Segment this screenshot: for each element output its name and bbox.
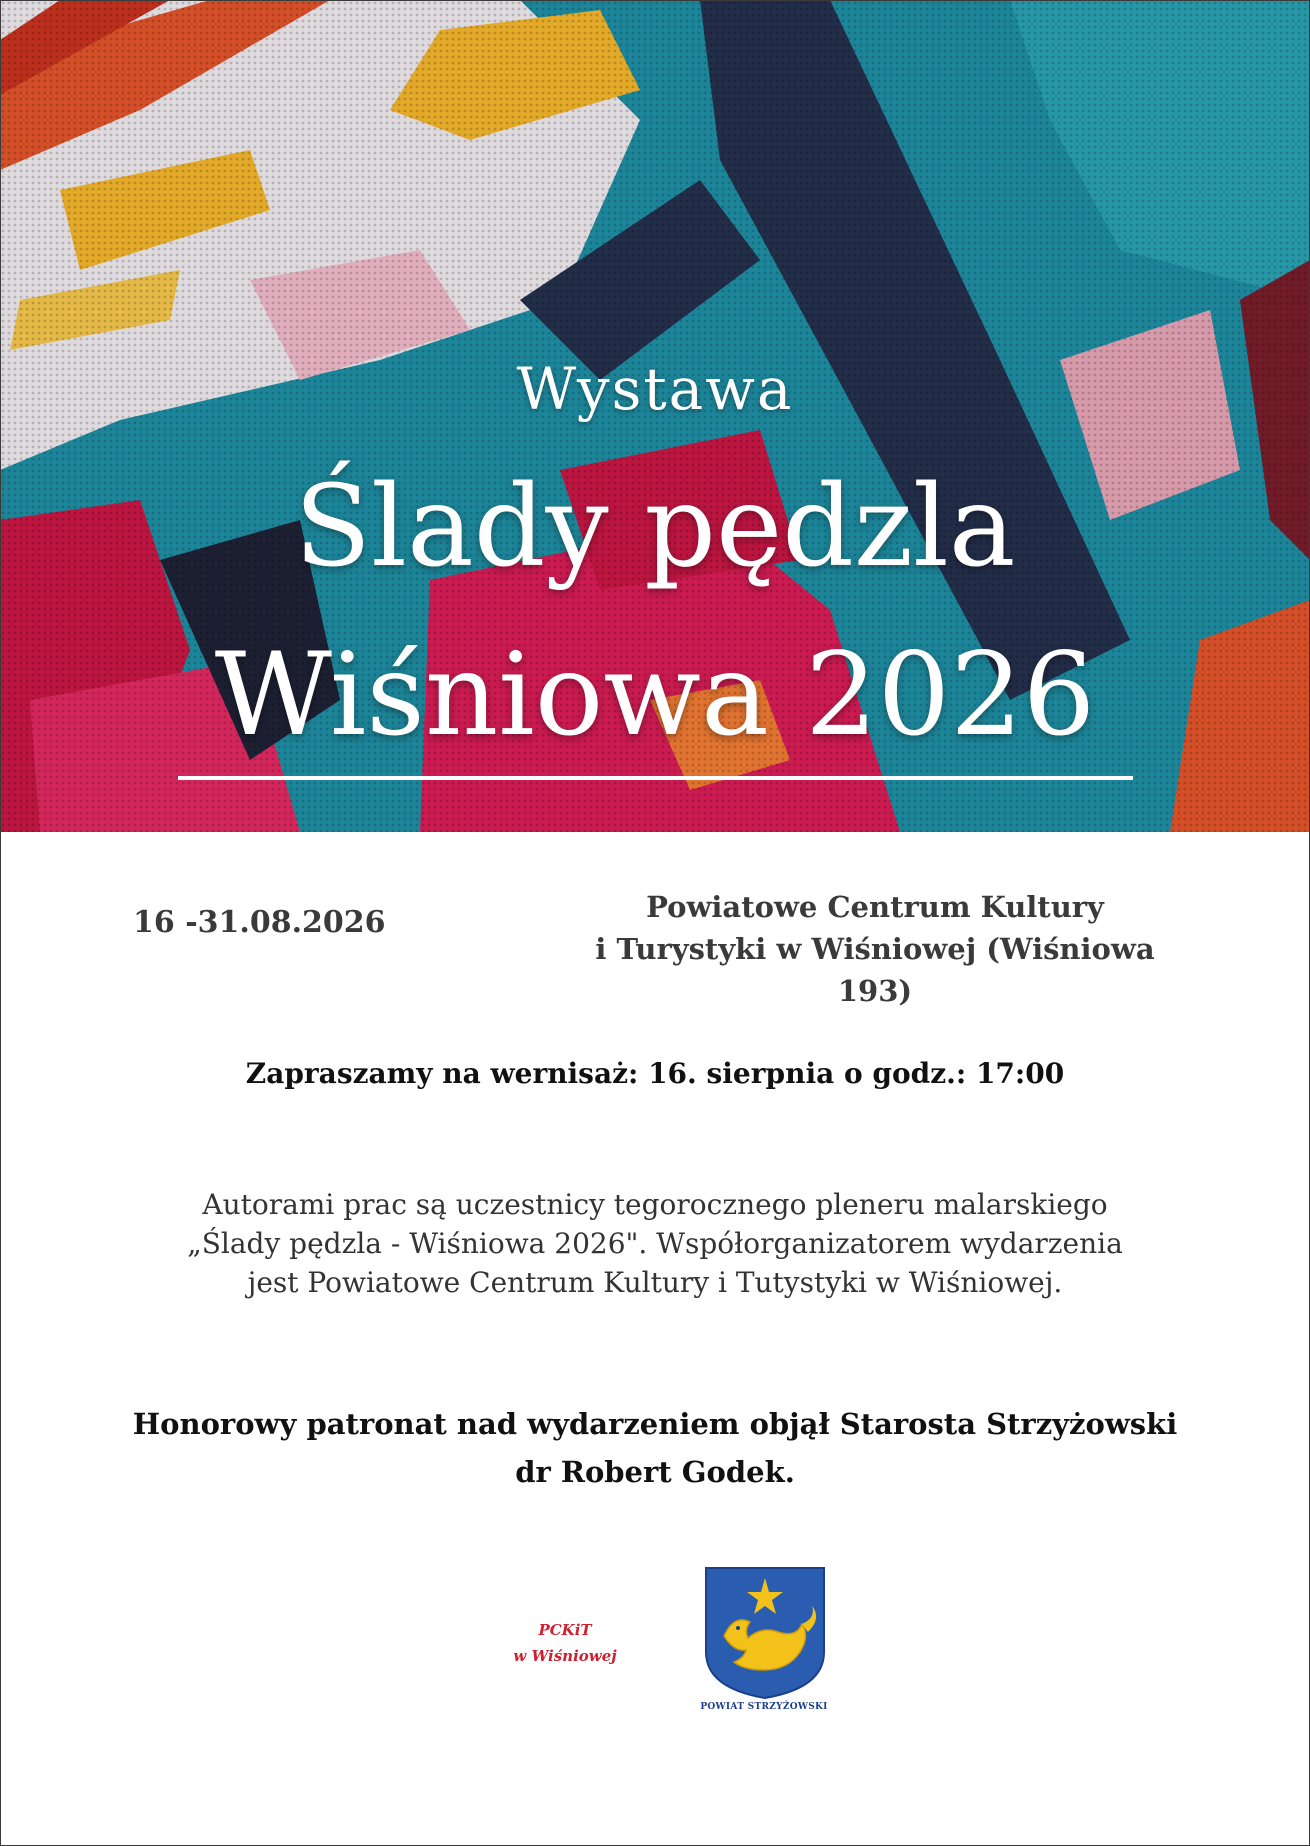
patronage-note <box>0 1400 1310 1496</box>
pckit-logo <box>505 1617 625 1669</box>
patronage-line1: Honorowy patronat nad wydarzeniem objął Starosta Strzyżowski <box>132 1407 1178 1441</box>
opening-invitation: Zapraszamy na wernisaż: 16. sierpnia o godz.: 17:00 <box>245 1057 1065 1090</box>
exhibition-title-line2: Wiśniowa 2026 <box>214 628 1096 761</box>
description-line2: „Ślady pędzla - Wiśniowa 2026". Współorganizatorem wydarzenia <box>187 1227 1123 1260</box>
pckit-logo-line1: PCKiT <box>538 1621 592 1639</box>
hero-banner <box>0 0 1310 832</box>
title-underline <box>178 776 1133 780</box>
description-line1: Autorami prac są uczestnicy tegorocznego pleneru malarskiego <box>202 1188 1108 1221</box>
patronage-line2: dr Robert Godek. <box>515 1455 795 1489</box>
venue-address <box>560 886 1190 1012</box>
exhibition-dates: 16 -31.08.2026 <box>133 905 386 940</box>
crest-caption: POWIAT STRZYŻOWSKI <box>700 1702 828 1712</box>
exhibition-label: Wystawa <box>516 355 794 423</box>
pckit-logo-line2: w Wiśniowej <box>513 1647 617 1665</box>
powiat-crest-icon <box>704 1566 826 1700</box>
description-paragraph <box>0 1185 1310 1302</box>
description-line3: jest Powiatowe Centrum Kultury i Tutystyki w Wiśniowej. <box>247 1266 1063 1299</box>
venue-line1: Powiatowe Centrum Kultury <box>646 890 1104 924</box>
exhibition-title-line1: Ślady pędzla <box>294 462 1016 592</box>
venue-line2: i Turystyki w Wiśniowej (Wiśniowa 193) <box>595 932 1155 1008</box>
